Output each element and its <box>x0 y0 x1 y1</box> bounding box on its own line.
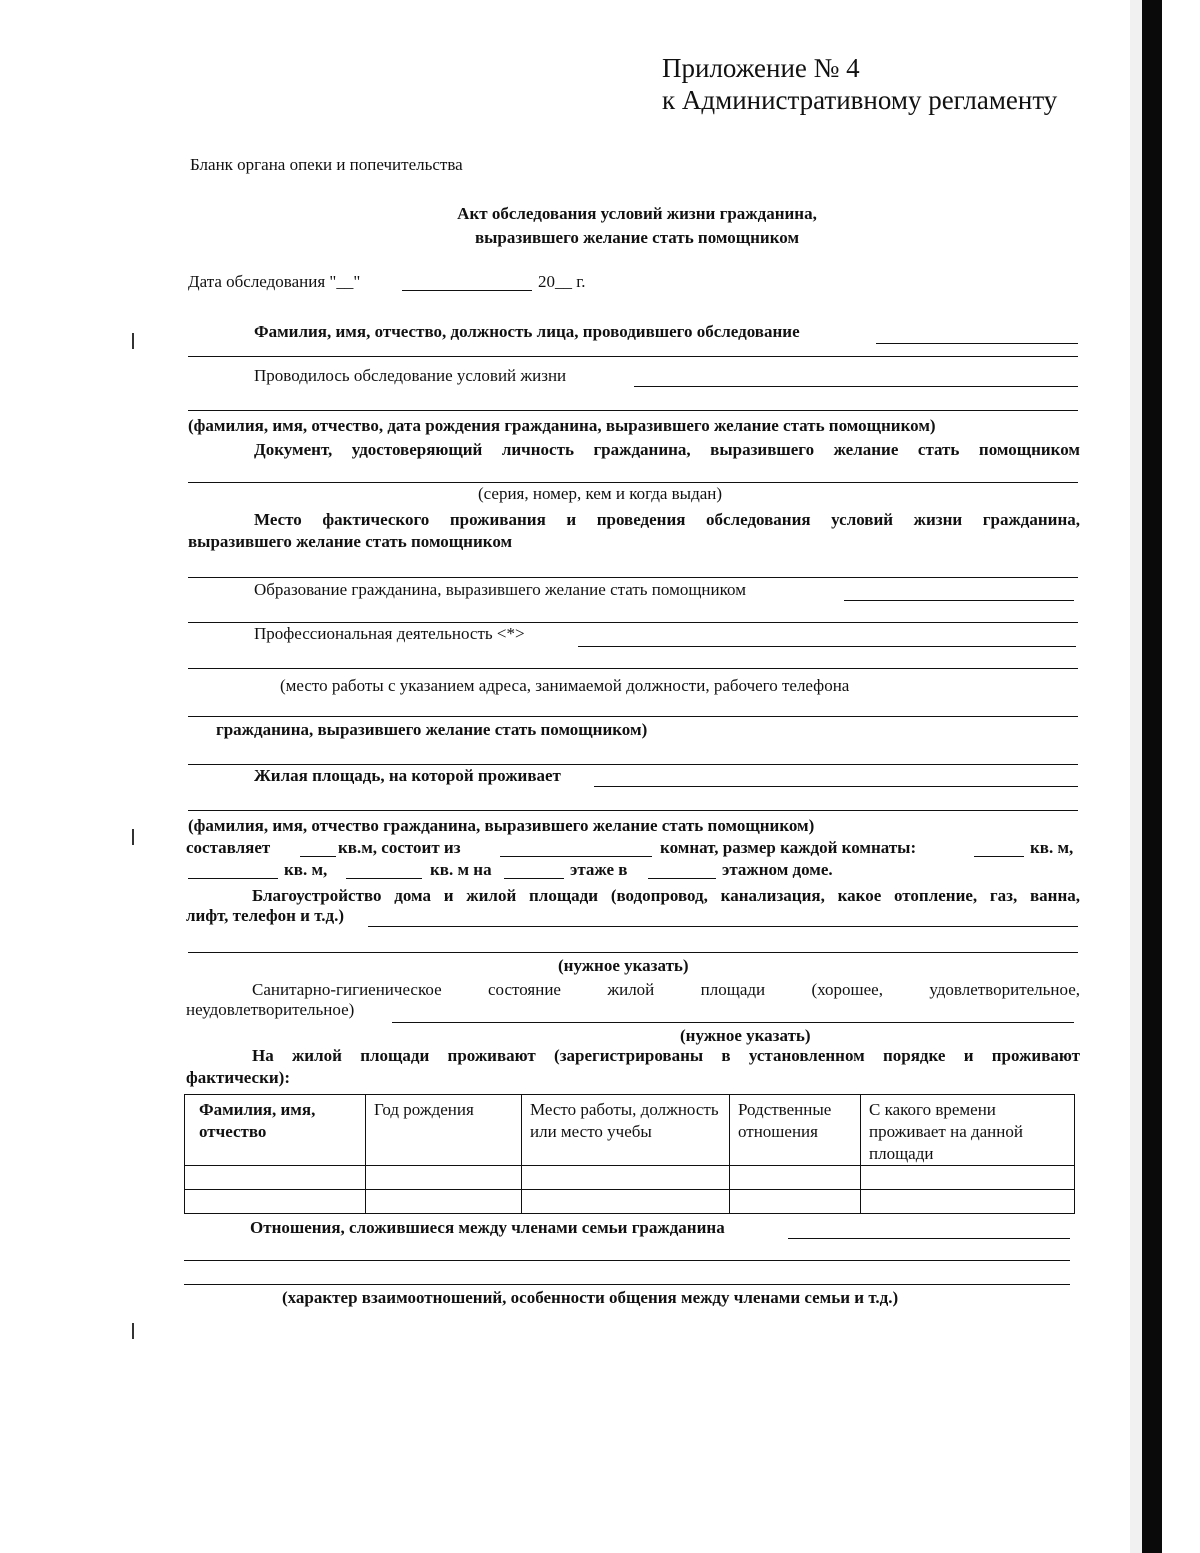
residents-intro-line2: фактически): <box>186 1068 291 1087</box>
blank-label: Бланк органа опеки и попечительства <box>190 155 463 174</box>
table-cell[interactable] <box>366 1190 522 1214</box>
floor-field[interactable] <box>504 878 564 879</box>
room-size-field-2[interactable] <box>188 878 278 879</box>
residents-intro-line1: На жилой площади проживают (зарегистрированы в установленном порядке и проживают <box>252 1046 1080 1065</box>
room-sizes-label: комнат, размер каждой комнаты: <box>660 838 917 857</box>
profession-hint-line2: гражданина, выразившего желание стать помощником) <box>216 720 648 739</box>
surveyed-label: Проводилось обследование условий жизни <box>254 366 567 385</box>
area-total-field[interactable] <box>300 856 336 857</box>
appendix-number: Приложение № 4 <box>662 53 860 83</box>
building-label: этажном доме. <box>722 860 833 879</box>
surveyed-hint: (фамилия, имя, отчество, дата рождения гражданина, выразившего желание стать помощником) <box>188 416 936 435</box>
column-header-birth-year: Год рождения <box>366 1095 522 1166</box>
survey-date-month-field[interactable] <box>402 290 532 291</box>
profession-hint-line1: (место работы с указанием адреса, занимаемой должности, рабочего телефона <box>280 676 850 695</box>
column-header-since: С какого времени проживает на данной площади <box>861 1095 1075 1166</box>
living-space-field[interactable] <box>594 786 1078 787</box>
table-cell[interactable] <box>185 1190 366 1214</box>
area-total-label: составляет <box>186 838 271 857</box>
column-header-name: Фамилия, имя, отчество <box>185 1095 366 1166</box>
rooms-count-field[interactable] <box>500 856 652 857</box>
relations-hint: (характер взаимоотношений, особенности общения между членами семьи и т.д.) <box>282 1288 899 1307</box>
floors-total-label: этаже в <box>570 860 628 879</box>
floor-label: кв. м на <box>430 860 492 879</box>
sanitary-label-line1: Санитарно-гигиеническое состояние жилой площади (хорошее, удовлетворительное, <box>252 980 1080 999</box>
scan-edge-bar <box>1142 0 1162 1553</box>
scan-mark <box>132 333 134 349</box>
relations-field-continued[interactable] <box>184 1260 1070 1261</box>
profession-workplace-field-continued[interactable] <box>188 764 1078 765</box>
relations-label: Отношения, сложившиеся между членами семьи гражданина <box>250 1218 725 1237</box>
column-header-workplace: Место работы, должность или место учебы <box>522 1095 730 1166</box>
id-document-label: Документ, удостоверяющий личность гражданина, выразившего желание стать помощником <box>254 440 1080 459</box>
education-label: Образование гражданина, выразившего желание стать помощником <box>254 580 746 599</box>
table-row <box>185 1166 1075 1190</box>
table-cell[interactable] <box>861 1166 1075 1190</box>
area-rooms-label: кв.м, состоит из <box>338 838 461 857</box>
id-document-field[interactable] <box>188 482 1078 483</box>
amenities-field[interactable] <box>368 926 1078 927</box>
room-size-field-1[interactable] <box>974 856 1024 857</box>
scan-edge-shadow <box>1130 0 1142 1553</box>
table-row <box>185 1190 1075 1214</box>
room-size-unit-1: кв. м, <box>1030 838 1074 857</box>
examiner-field[interactable] <box>876 343 1078 344</box>
table-cell[interactable] <box>185 1166 366 1190</box>
profession-field[interactable] <box>578 646 1076 647</box>
residents-table <box>184 1094 1075 1214</box>
living-space-field-continued[interactable] <box>188 810 1078 811</box>
education-field[interactable] <box>844 600 1074 601</box>
profession-field-continued[interactable] <box>188 668 1078 669</box>
examiner-label: Фамилия, имя, отчество, должность лица, проводившего обследование <box>254 322 800 341</box>
surveyed-field-continued[interactable] <box>188 410 1078 411</box>
sanitary-hint: (нужное указать) <box>680 1026 811 1045</box>
table-cell[interactable] <box>366 1166 522 1190</box>
column-header-relationship: Родственные отношения <box>730 1095 861 1166</box>
scan-mark <box>132 829 134 845</box>
appendix-regulation: к Административному регламенту <box>662 85 1058 115</box>
table-cell[interactable] <box>730 1190 861 1214</box>
residence-field[interactable] <box>188 577 1078 578</box>
sanitary-field[interactable] <box>392 1022 1074 1023</box>
sanitary-label-line2: неудовлетворительное) <box>186 1000 355 1019</box>
relations-field-continued-2[interactable] <box>184 1284 1070 1285</box>
scan-mark <box>132 1323 134 1339</box>
residence-label-line2: выразившего желание стать помощником <box>188 532 513 551</box>
profession-workplace-field[interactable] <box>188 716 1078 717</box>
document-title-line2: выразившего желание стать помощником <box>474 228 800 247</box>
floors-total-field[interactable] <box>648 878 716 879</box>
id-document-hint: (серия, номер, кем и когда выдан) <box>478 484 723 503</box>
examiner-field-continued[interactable] <box>188 356 1078 357</box>
survey-date-label: Дата обследования "__" <box>188 272 361 291</box>
document-title-line1: Акт обследования условий жизни гражданина, <box>457 204 817 223</box>
room-size-field-3[interactable] <box>346 878 422 879</box>
surveyed-field[interactable] <box>634 386 1078 387</box>
relations-field[interactable] <box>788 1238 1070 1239</box>
table-cell[interactable] <box>522 1190 730 1214</box>
residence-label-line1: Место фактического проживания и проведения обследования условий жизни гражданина, <box>254 510 1080 529</box>
amenities-hint: (нужное указать) <box>558 956 689 975</box>
amenities-field-continued[interactable] <box>188 952 1078 953</box>
amenities-label-line2: лифт, телефон и т.д.) <box>186 906 345 925</box>
table-cell[interactable] <box>861 1190 1075 1214</box>
education-field-continued[interactable] <box>188 622 1078 623</box>
living-space-hint: (фамилия, имя, отчество гражданина, выразившего желание стать помощником) <box>188 816 815 835</box>
survey-date-year: 20__ г. <box>538 272 586 291</box>
room-size-unit-2: кв. м, <box>284 860 328 879</box>
living-space-label: Жилая площадь, на которой проживает <box>254 766 561 785</box>
table-cell[interactable] <box>730 1166 861 1190</box>
profession-label: Профессиональная деятельность <*> <box>254 624 525 643</box>
table-cell[interactable] <box>522 1166 730 1190</box>
amenities-label-line1: Благоустройство дома и жилой площади (водопровод, канализация, какое отопление, газ, ванна, <box>252 886 1080 905</box>
